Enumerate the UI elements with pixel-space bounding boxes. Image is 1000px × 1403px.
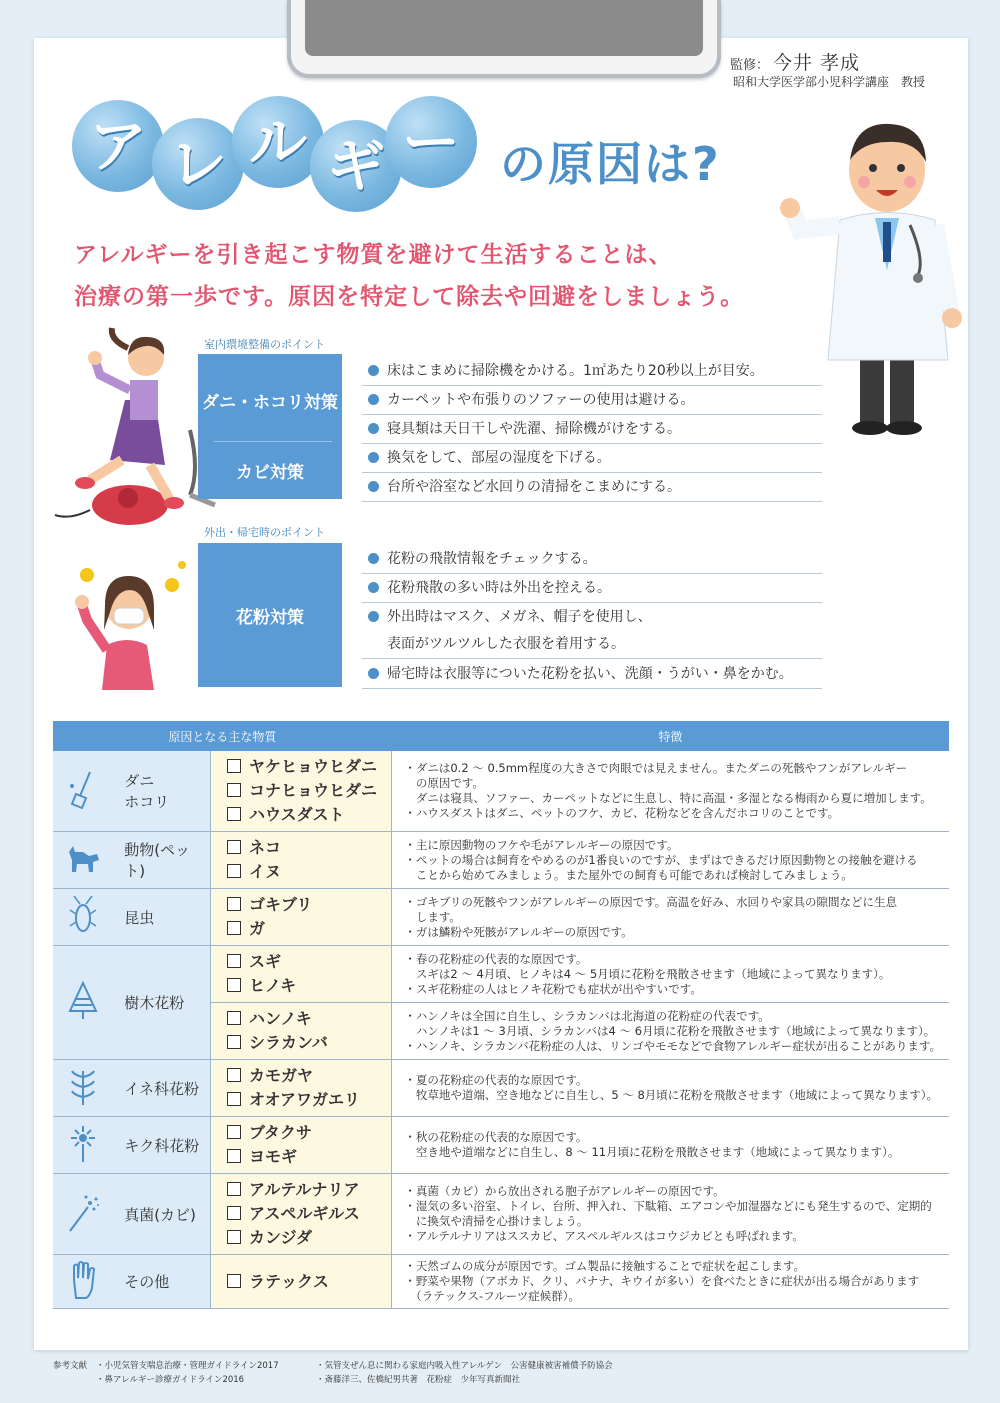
cat-icon xyxy=(53,832,112,889)
page-title: の原因は? xyxy=(500,137,721,191)
title-char: ア xyxy=(72,100,164,192)
category-name: キク科花粉 xyxy=(124,1136,200,1155)
checklist-label: ガ xyxy=(248,919,265,938)
checkbox[interactable] xyxy=(227,1011,241,1025)
category-name: 動物(ペット) xyxy=(124,841,191,880)
checkbox[interactable] xyxy=(227,1206,241,1220)
checklist-label: カンジダ xyxy=(248,1228,312,1247)
reference-item: ・小児気管支喘息治療・管理ガイドライン2017 xyxy=(96,1361,279,1371)
checklist-label: ハウスダスト xyxy=(248,805,345,824)
category-divider xyxy=(214,441,332,442)
outdoor-point: 花粉の飛散情報をチェックする。 xyxy=(362,545,822,574)
feature-line: ・真菌（カビ）から放出される胞子がアレルギーの原因です。 xyxy=(404,1184,725,1198)
feature-line: ・ダニは0.2 ～ 0.5mm程度の大きさで肉眼では見えません。またダニの死骸やフンがアレルギー xyxy=(404,761,908,775)
outdoor-point: 花粉飛散の多い時は外出を控える。 xyxy=(362,574,822,603)
checkbox[interactable] xyxy=(227,1230,241,1244)
allergen-checklist xyxy=(210,889,391,946)
checklist-label: ブタクサ xyxy=(248,1123,312,1142)
reference-item: ・気管支ぜん息に関わる家庭内吸入性アレルゲン 公害健康被害補償予防協会 xyxy=(316,1361,613,1371)
lead-line-1: アレルギーを引き起こす物質を避けて生活することは、 xyxy=(74,242,673,268)
allergen-checklist xyxy=(210,1255,391,1309)
reference-item: ・斎藤洋三、佐橋紀男共著 花粉症 少年写真新聞社 xyxy=(316,1375,521,1385)
girl-with-mask-illustration xyxy=(72,550,192,690)
spores-icon xyxy=(53,1174,112,1255)
title-char: レ xyxy=(152,118,244,210)
indoor-caption: 室内環境整備のポイント xyxy=(204,338,325,351)
checklist-item[interactable] xyxy=(227,803,391,827)
feature-line: スギは2 ～ 4月頃、ヒノキは4 ～ 5月頃に花粉を飛散させます（地域によって異なります）。 xyxy=(404,966,891,981)
checklist-label: ネコ xyxy=(248,838,281,857)
category-name: 樹木花粉 xyxy=(124,994,185,1012)
dust-mite-label: ダニ・ホコリ対策 xyxy=(202,392,338,413)
table-row xyxy=(53,1060,949,1117)
feature-line: ・湿気の多い浴室、トイレ、台所、押入れ、下駄箱、エアコンや加湿器などにも発生するので、定期的 xyxy=(404,1199,932,1213)
hand-icon xyxy=(53,1255,112,1309)
category-name: その他 xyxy=(124,1273,170,1291)
category-name: 真菌(カビ) xyxy=(124,1205,196,1224)
feature-line: ・ハウスダストはダニ、ペットのフケ、カビ、花粉などを含んだホコリのことです。 xyxy=(404,806,840,820)
allergen-category xyxy=(112,832,210,889)
title-char: ー xyxy=(385,96,477,188)
feature-line: 牧草地や道端、空き地などに自生し、5 ～ 8月頃に花粉を飛散させます（地域によって異なります）。 xyxy=(404,1088,939,1102)
feature-line: ・ゴキブリの死骸やフンがアレルギーの原因です。高温を好み、水回りや家具の隙間などに生息 xyxy=(404,894,897,909)
checklist-item[interactable] xyxy=(227,1064,391,1088)
checklist-item[interactable] xyxy=(227,893,391,917)
table-row xyxy=(53,946,949,1003)
table-row xyxy=(53,751,949,832)
lead-line-2: 治療の第一歩です。原因を特定して除去や回避をしましょう。 xyxy=(74,284,745,310)
checklist-item[interactable] xyxy=(227,1226,391,1250)
checklist-item[interactable] xyxy=(227,836,391,860)
category-name: ダニ xyxy=(124,772,155,790)
supervisor: 監修： 今井 孝成 xyxy=(730,52,861,74)
feature-description xyxy=(392,1255,949,1309)
checkbox[interactable] xyxy=(227,1035,241,1049)
feature-line: ・ハンノキは全国に自生し、シラカンバは北海道の花粉症の代表です。 xyxy=(404,1008,770,1023)
header-features: 特徴 xyxy=(392,721,949,751)
cockroach-icon xyxy=(53,889,112,946)
table-row xyxy=(53,832,949,889)
checkbox[interactable] xyxy=(227,1274,241,1288)
feature-line: します。 xyxy=(404,909,461,924)
checkbox[interactable] xyxy=(227,807,241,821)
references-label: 参考文献 xyxy=(53,1361,88,1371)
checkbox[interactable] xyxy=(227,1182,241,1196)
checklist-label: ハンノキ xyxy=(248,1009,312,1028)
feature-line: ・主に原因動物のフケや毛がアレルギーの原因です。 xyxy=(404,837,679,852)
flower-icon xyxy=(53,1117,112,1174)
checklist-item[interactable] xyxy=(227,1031,391,1055)
allergen-category xyxy=(112,1117,210,1174)
checklist-label: ヤケヒョウヒダニ xyxy=(248,757,377,776)
allergen-category xyxy=(112,751,210,832)
feature-line: （ラテックス-フルーツ症候群）。 xyxy=(404,1289,580,1303)
feature-line: ことから始めてみましょう。また屋外での飼育も可能であれば検討してみましょう。 xyxy=(404,867,853,882)
outdoor-caption: 外出・帰宅時のポイント xyxy=(204,526,325,539)
tree-icon xyxy=(53,946,112,1060)
allergen-checklist xyxy=(210,1060,391,1117)
allergen-category xyxy=(112,1255,210,1309)
category-name: ホコリ xyxy=(124,793,170,811)
checklist-item[interactable] xyxy=(227,1088,391,1112)
header-substances: 原因となる主な物質 xyxy=(53,721,392,751)
title-char: ル xyxy=(232,96,324,188)
feature-description xyxy=(392,1060,949,1117)
feature-line: ・ガは鱗粉や死骸がアレルギーの原因です。 xyxy=(404,924,633,939)
checklist-item[interactable] xyxy=(227,755,391,779)
checklist-label: ラテックス xyxy=(248,1271,329,1291)
feature-line: ダニは寝具、ソファー、カーペットなどに生息し、特に高温・多湿となる梅雨から夏に増加します。 xyxy=(404,791,932,805)
allergen-category xyxy=(112,946,210,1060)
allergen-checklist xyxy=(210,1174,391,1255)
allergen-checklist xyxy=(210,1117,391,1174)
supervisor-affiliation: 昭和大学医学部小児科学講座 教授 xyxy=(733,75,926,89)
allergen-checklist xyxy=(210,1003,391,1060)
feature-line: ハンノキは1 ～ 3月頃、シラカンバは4 ～ 6月頃に花粉を飛散させます（地域によって異なります）。 xyxy=(404,1023,936,1038)
checklist-label: オオアワガエリ xyxy=(248,1090,361,1109)
checkbox[interactable] xyxy=(227,759,241,773)
indoor-point: 寝具類は天日干しや洗濯、掃除機がけをする。 xyxy=(362,415,822,444)
feature-line: ・アルテルナリアはススカビ、アスペルギルスはコウジカビとも呼ばれます。 xyxy=(404,1229,804,1243)
indoor-point: 床はこまめに掃除機をかける。1㎡あたり20秒以上が目安。 xyxy=(362,357,822,386)
checkbox[interactable] xyxy=(227,1068,241,1082)
feature-line: ・ハンノキ、シラカンバ花粉症の人は、リンゴやモモなどで食物アレルギー症状が出ることがあります。 xyxy=(404,1038,941,1053)
feature-line: ・ペットの場合は飼育をやめるのが1番良いのですが、まずはできるだけ原因動物との接触を避ける xyxy=(404,852,918,867)
feature-description xyxy=(392,889,949,946)
allergen-checklist xyxy=(210,832,391,889)
feature-line: ・スギ花粉症の人はヒノキ花粉でも症状が出やすいです。 xyxy=(404,981,702,996)
checklist-item[interactable] xyxy=(227,950,391,974)
feature-line: ・秋の花粉症の代表的な原因です。 xyxy=(404,1130,588,1144)
category-name: 昆虫 xyxy=(124,908,155,927)
title-char: ギ xyxy=(310,120,402,212)
table-row xyxy=(53,1174,949,1255)
feature-description xyxy=(392,1117,949,1174)
allergen-category xyxy=(112,1174,210,1255)
checklist-item[interactable] xyxy=(227,1202,391,1226)
table-row xyxy=(53,889,949,946)
allergen-category xyxy=(112,1060,210,1117)
outdoor-point: 帰宅時は衣服等についた花粉を払い、洗顔・うがい・鼻をかむ。 xyxy=(362,660,822,689)
table-row xyxy=(53,1117,949,1174)
clipboard-clip xyxy=(287,0,721,78)
outdoor-point-continued: 表面がツルツルした衣服を着用する。 xyxy=(362,630,822,659)
indoor-point: 換気をして、部屋の湿度を下げる。 xyxy=(362,444,822,473)
checklist-item[interactable] xyxy=(227,860,391,884)
checkbox[interactable] xyxy=(227,864,241,878)
checklist-item[interactable] xyxy=(227,917,391,941)
category-name: イネ科花粉 xyxy=(124,1079,200,1098)
feature-description xyxy=(392,1003,949,1060)
checkbox[interactable] xyxy=(227,897,241,911)
table-header xyxy=(53,721,949,751)
allergen-category xyxy=(112,889,210,946)
checkbox[interactable] xyxy=(227,954,241,968)
checklist-label: ゴキブリ xyxy=(248,895,313,914)
checklist-item[interactable] xyxy=(227,974,391,998)
allergen-checklist xyxy=(210,946,391,1003)
checklist-label: アスペルギルス xyxy=(248,1204,360,1223)
checklist-label: ヒノキ xyxy=(248,976,297,995)
checklist-label: ヨモギ xyxy=(248,1147,297,1166)
checklist-label: シラカンバ xyxy=(248,1033,328,1052)
supervisor-name: 今井 孝成 xyxy=(773,52,861,74)
checkbox[interactable] xyxy=(227,1149,241,1163)
feature-line: の原因です。 xyxy=(404,776,484,790)
feature-description xyxy=(392,832,949,889)
feature-line: ・春の花粉症の代表的な原因です。 xyxy=(404,951,588,966)
mold-label: カビ対策 xyxy=(236,462,304,483)
checklist-item[interactable] xyxy=(227,779,391,803)
feature-line: に換気や清掃を心掛けましょう。 xyxy=(404,1214,589,1228)
checkbox[interactable] xyxy=(227,1092,241,1106)
checklist-item[interactable] xyxy=(227,1270,391,1294)
feature-description xyxy=(392,946,949,1003)
checklist-label: カモガヤ xyxy=(248,1066,313,1085)
allergen-table xyxy=(53,721,949,1309)
feature-description xyxy=(392,751,949,832)
checklist-item[interactable] xyxy=(227,1121,391,1145)
checklist-label: スギ xyxy=(248,952,281,971)
outdoor-point: 外出時はマスク、メガネ、帽子を使用し、 xyxy=(362,603,822,631)
table-row xyxy=(53,1255,949,1309)
feature-line: ・天然ゴムの成分が原因です。ゴム製品に接触することで症状を起こします。 xyxy=(404,1259,805,1273)
reference-item: ・鼻アレルギー診療ガイドライン2016 xyxy=(96,1375,245,1385)
checklist-label: アルテルナリア xyxy=(248,1180,360,1199)
checklist-item[interactable] xyxy=(227,1007,391,1031)
feature-description xyxy=(392,1174,949,1255)
broom-icon xyxy=(53,751,112,832)
feature-line: ・野菜や果物（アボカド、クリ、バナナ、キウイが多い）を食べたときに症状が出る場合があります xyxy=(404,1274,920,1288)
feature-line: 空き地や道端などに自生し、8 ～ 11月頃に花粉を飛散させます（地域によって異なります）。 xyxy=(404,1145,900,1159)
checkbox[interactable] xyxy=(227,978,241,992)
pollen-label: 花粉対策 xyxy=(198,543,342,687)
checklist-item[interactable] xyxy=(227,1145,391,1169)
checkbox[interactable] xyxy=(227,921,241,935)
checkbox[interactable] xyxy=(227,840,241,854)
indoor-point: カーペットや布張りのソファーの使用は避ける。 xyxy=(362,386,822,415)
checklist-label: コナヒョウヒダニ xyxy=(248,781,377,800)
feature-line: ・夏の花粉症の代表的な原因です。 xyxy=(404,1073,588,1087)
checklist-label: イヌ xyxy=(248,862,281,881)
indoor-point: 台所や浴室など水回りの清掃をこまめにする。 xyxy=(362,473,822,502)
checklist-item[interactable] xyxy=(227,1178,391,1202)
grass-icon xyxy=(53,1060,112,1117)
checkbox[interactable] xyxy=(227,1125,241,1139)
checkbox[interactable] xyxy=(227,783,241,797)
allergen-checklist xyxy=(210,751,391,832)
